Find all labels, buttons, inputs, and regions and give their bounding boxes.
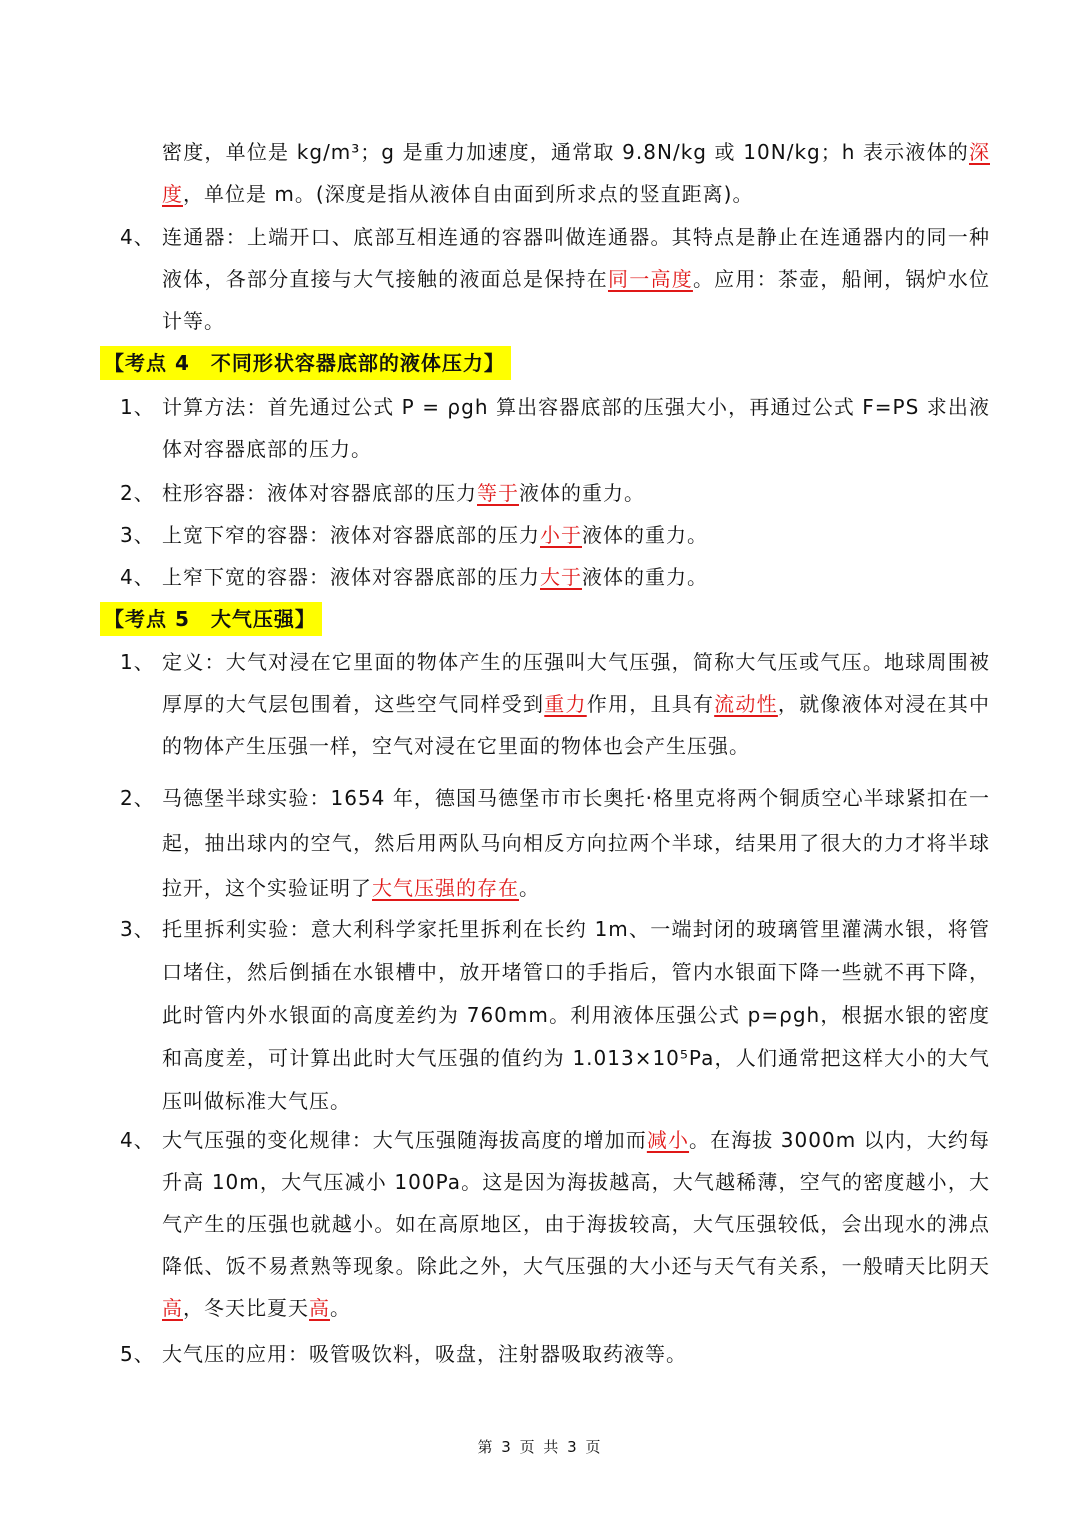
connector-text-end: 。应用：茶壶，船闸，锅炉水位计等。 bbox=[162, 267, 991, 333]
item-text-end: 液体的重力。 bbox=[582, 565, 708, 589]
section4-item-3 bbox=[120, 514, 990, 556]
highlight-gravity: 重力 bbox=[544, 692, 587, 716]
item-text: 作用，且具有 bbox=[586, 692, 715, 716]
section4-heading: 【考点 4 不同形状容器底部的液体压力】 bbox=[100, 346, 511, 380]
item-text-end: 。 bbox=[519, 876, 540, 900]
item-text-end: 液体的重力。 bbox=[582, 523, 708, 547]
item-number: 4、 bbox=[120, 1128, 155, 1152]
section4-item-1 bbox=[120, 386, 990, 470]
highlight-same-height: 同一高度 bbox=[607, 267, 693, 291]
section5-item-2 bbox=[120, 776, 990, 911]
item-text: 大气压强的变化规律：大气压强随海拔高度的增加而 bbox=[162, 1128, 647, 1152]
item-text: 马德堡半球实验：1654 年，德国马德堡市市长奥托·格里克将两个铜质空心半球紧扣在一起，抽出球内的空气，然后用两队马向相反方向拉两个半球，结果用了很大的力才将半球拉开，这个实验证明了 bbox=[162, 786, 990, 900]
connector-text: 连通器：上端开口、底部互相连通的容器叫做连通器。其特点是静止在连通器内的同一种液体，各部分直接与大气接触的液面总是保持在 bbox=[162, 225, 990, 291]
item-text: 大气压的应用：吸管吸饮料，吸盘，注射器吸取药液等。 bbox=[162, 1342, 687, 1366]
highlight-less: 小于 bbox=[540, 523, 582, 547]
item-text: 上宽下窄的容器：液体对容器底部的压力 bbox=[162, 523, 540, 547]
item-number: 4、 bbox=[120, 225, 155, 249]
section4-item-4 bbox=[120, 556, 990, 598]
item-text: 。在海拔 3000m 以内，大约每升高 10m，大气压减小 100Pa。这是因为海拔越高，大气越稀薄，空气的密度越小，大气产生的压强也就越小。如在高原地区，由于海拔较高，大气压强较低，会出现水的沸点降低、饭不易煮熟等现象。除此之外，大气压强的大小还与天气有关系，一般晴天比阴天 bbox=[162, 1128, 991, 1278]
item-number: 5、 bbox=[120, 1342, 155, 1366]
highlight-greater: 大于 bbox=[540, 565, 582, 589]
item-number: 1、 bbox=[120, 395, 155, 419]
item-text: ，冬天比夏天 bbox=[183, 1296, 309, 1320]
item-text: 上窄下宽的容器：液体对容器底部的压力 bbox=[162, 565, 540, 589]
item-text: 定义：大气对浸在它里面的物体产生的压强叫大气压强，简称大气压或气压。地球周围被厚厚的大气层包围着，这些空气同样受到 bbox=[162, 650, 990, 716]
item-text-end: 液体的重力。 bbox=[519, 481, 645, 505]
item-number: 4、 bbox=[120, 565, 155, 589]
connector-item bbox=[120, 216, 990, 342]
section5-item-4 bbox=[120, 1119, 990, 1329]
item-number: 2、 bbox=[120, 481, 155, 505]
section5-item-5 bbox=[120, 1333, 990, 1375]
section5-heading: 【考点 5 大气压强】 bbox=[100, 602, 322, 636]
page-footer: 第 3 页 共 3 页 bbox=[477, 1438, 603, 1456]
item-text: 托里拆利实验：意大利科学家托里拆利在长约 1m、一端封闭的玻璃管里灌满水银，将管口堵住，然后倒插在水银槽中，放开堵管口的手指后，管内水银面下降一些就不再下降，此时管内外水银面的高度差约为 760mm。利用液体压强公式 p=ρgh，根据水银的密度和高度差，可计算出此时大气压强的值约为 1.013×10⁵Pa，人们通常把这样大小的大气压叫做标准大气压。 bbox=[162, 917, 990, 1113]
highlight-high-2: 高 bbox=[309, 1296, 330, 1320]
section5-item-3 bbox=[120, 908, 990, 1123]
item-text-end: 。 bbox=[330, 1296, 351, 1320]
item-text: 计算方法：首先通过公式 P = ρgh 算出容器底部的压强大小，再通过公式 F=PS 求出液体对容器底部的压力。 bbox=[162, 395, 990, 461]
formula-explanation bbox=[120, 131, 990, 215]
intro-text-end: ，单位是 m。(深度是指从液体自由面到所求点的竖直距离)。 bbox=[183, 182, 754, 206]
item-text: 柱形容器：液体对容器底部的压力 bbox=[162, 481, 477, 505]
highlight-equal: 等于 bbox=[477, 481, 519, 505]
item-number: 3、 bbox=[120, 917, 155, 941]
highlight-depth: 深度 bbox=[162, 140, 990, 206]
item-number: 1、 bbox=[120, 650, 155, 674]
intro-text: 密度，单位是 kg/m³；g 是重力加速度，通常取 9.8N/kg 或 10N/kg；h 表示液体的 bbox=[162, 140, 969, 164]
highlight-existence: 大气压强的存在 bbox=[372, 876, 519, 900]
item-text-end: ，就像液体对浸在其中的物体产生压强一样，空气对浸在它里面的物体也会产生压强。 bbox=[162, 692, 991, 758]
item-number: 2、 bbox=[120, 786, 155, 810]
section5-item-1 bbox=[120, 641, 990, 767]
section4-item-2 bbox=[120, 472, 990, 514]
highlight-fluidity: 流动性 bbox=[714, 692, 778, 716]
highlight-high-1: 高 bbox=[162, 1296, 183, 1320]
highlight-decrease: 减小 bbox=[646, 1128, 690, 1152]
item-number: 3、 bbox=[120, 523, 155, 547]
